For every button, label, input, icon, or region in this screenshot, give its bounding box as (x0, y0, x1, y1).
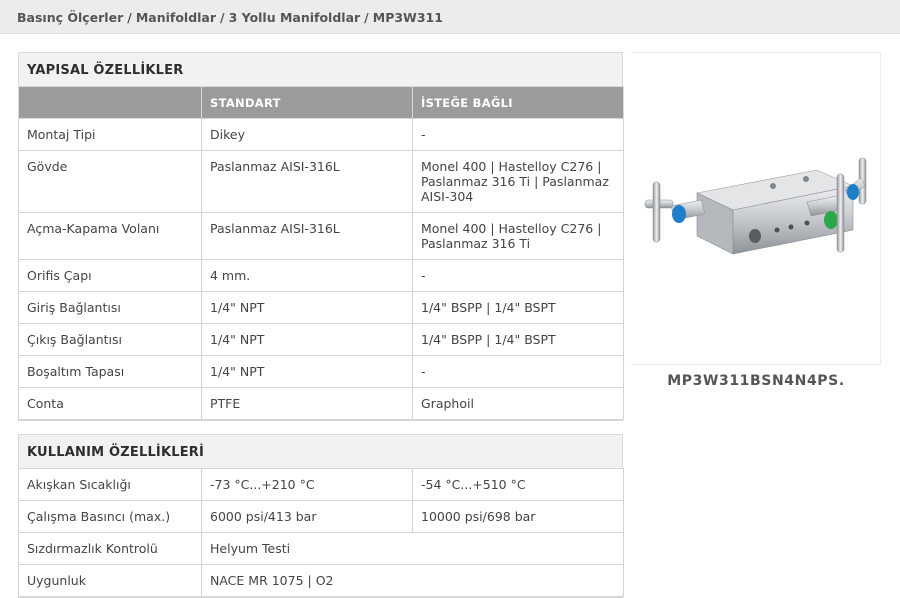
table-header-row (19, 87, 624, 119)
breadcrumb-separator: / (220, 10, 225, 25)
row-standard: PTFE (202, 388, 413, 420)
row-label: Giriş Bağlantısı (19, 292, 202, 324)
table-row (19, 356, 624, 388)
table-row (19, 533, 624, 565)
row-label: Orifis Çapı (19, 260, 202, 292)
row-optional: 1/4" BSPP | 1/4" BSPT (413, 292, 624, 324)
row-standard: 6000 psi/413 bar (202, 501, 413, 533)
breadcrumb-link-3[interactable]: 3 Yollu Manifoldlar (228, 10, 361, 25)
table-row (19, 324, 624, 356)
row-standard: Paslanmaz AISI-316L (202, 151, 413, 213)
table-row (19, 565, 624, 597)
row-optional: 1/4" BSPP | 1/4" BSPT (413, 324, 624, 356)
row-standard: 1/4" NPT (202, 324, 413, 356)
row-standard: 1/4" NPT (202, 356, 413, 388)
row-label: Çıkış Bağlantısı (19, 324, 202, 356)
row-standard: Paslanmaz AISI-316L (202, 213, 413, 260)
row-standard: Dikey (202, 119, 413, 151)
manifold-valve-image[interactable] (631, 148, 881, 338)
table-row (19, 388, 624, 420)
row-optional: 10000 psi/698 bar (413, 501, 624, 533)
row-standard: NACE MR 1075 | O2 (202, 565, 624, 597)
table-row (19, 469, 624, 501)
product-code: MP3W311BSN4N4PS. (631, 364, 881, 389)
table-row (19, 292, 624, 324)
row-optional: -54 °C...+510 °C (413, 469, 624, 501)
breadcrumb-link-1[interactable]: Basınç Ölçerler (17, 10, 124, 25)
row-label: Çalışma Basıncı (max.) (19, 501, 202, 533)
header-optional: İSTEĞE BAĞLI (413, 87, 624, 119)
row-label: Uygunluk (19, 565, 202, 597)
product-image-box (631, 52, 881, 364)
row-standard: Helyum Testi (202, 533, 624, 565)
row-optional: - (413, 260, 624, 292)
breadcrumb-link-2[interactable]: Manifoldlar (135, 10, 217, 25)
row-label: Montaj Tipi (19, 119, 202, 151)
row-label: Sızdırmazlık Kontrolü (19, 533, 202, 565)
header-empty (19, 87, 202, 119)
row-optional: Monel 400 | Hastelloy C276 | Paslanmaz 316 Ti (413, 213, 624, 260)
row-optional: - (413, 119, 624, 151)
row-label: Conta (19, 388, 202, 420)
breadcrumb (0, 0, 900, 34)
breadcrumb-current: MP3W311 (372, 10, 443, 25)
row-optional: Monel 400 | Hastelloy C276 | Paslanmaz 316 Ti | Paslanmaz AISI-304 (413, 151, 624, 213)
table-row (19, 501, 624, 533)
breadcrumb-separator: / (127, 10, 132, 25)
breadcrumb-separator: / (364, 10, 369, 25)
row-standard: -73 °C...+210 °C (202, 469, 413, 501)
row-optional: Graphoil (413, 388, 624, 420)
row-label: Açma-Kapama Volanı (19, 213, 202, 260)
usage-table (18, 468, 624, 597)
row-optional: - (413, 356, 624, 388)
header-standard: STANDART (202, 87, 413, 119)
structural-table (18, 86, 624, 420)
table-row (19, 151, 624, 213)
row-standard: 1/4" NPT (202, 292, 413, 324)
row-standard: 4 mm. (202, 260, 413, 292)
usage-section (18, 434, 623, 598)
structural-title: YAPISAL ÖZELLİKLER (27, 63, 184, 78)
row-label: Boşaltım Tapası (19, 356, 202, 388)
structural-section (18, 52, 623, 421)
table-row (19, 119, 624, 151)
usage-title: KULLANIM ÖZELLİKLERİ (27, 445, 205, 460)
row-label: Akışkan Sıcaklığı (19, 469, 202, 501)
table-row (19, 213, 624, 260)
table-row (19, 260, 624, 292)
row-label: Gövde (19, 151, 202, 213)
